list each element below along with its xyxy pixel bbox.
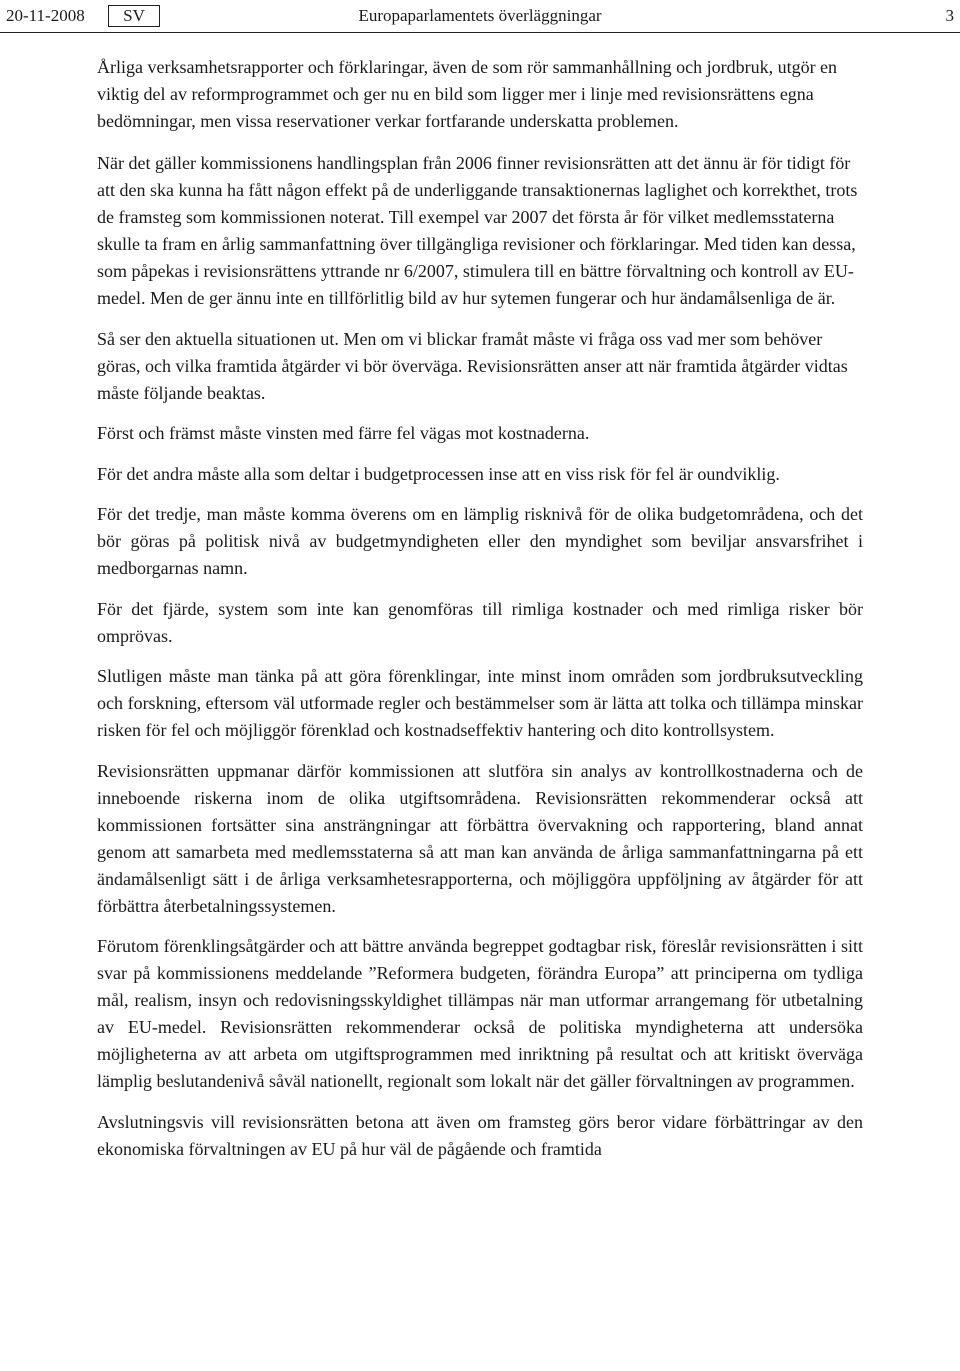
paragraph: Så ser den aktuella situationen ut. Men om vi blickar framåt måste vi fråga oss vad mer som behöver göras, och vilka framtida åtgärder vi bör överväga. Revisionsrätten anser att när framtida åtgärder vidtas måste följande beaktas. (97, 328, 848, 403)
paragraph: För det andra måste alla som deltar i budgetprocessen inse att en viss risk för fel är oundviklig. (97, 463, 780, 484)
paragraph: Årliga verksamhetsrapporter och förklaringar, även de som rör sammanhållning och jordbruk, utgör en viktig del av reformprogrammet och ger nu en bild som ligger mer i linje med revisionsrättens egna bedömningar, men vissa reservationer verkar fortfarande underskatta problemen. (97, 57, 838, 131)
paragraph: Avslutningsvis vill revisionsrätten betona att även om framsteg görs beror vidare förbättringar av den ekonomiska förvaltningen av EU på hur väl de pågående och framtida (97, 1111, 863, 1159)
language-code-box: SV (108, 5, 160, 27)
header-date: 20-11-2008 (6, 6, 85, 25)
page-header (0, 0, 960, 33)
document-body (97, 54, 863, 1176)
paragraph: För det fjärde, system som inte kan genomföras till rimliga kostnader och med rimliga risker bör omprövas. (97, 598, 863, 646)
paragraph: Slutligen måste man tänka på att göra förenklingar, inte minst inom områden som jordbruksutveckling och forskning, eftersom väl utformade regler och bestämmelser som är lätta att tolka och tillämpa minskar risken för fel och möjliggör förenklad och kostnadseffektiv hantering och dito kontrollsystem. (97, 666, 863, 740)
paragraph: För det tredje, man måste komma överens om en lämplig risknivå för de olika budgetområdena, och det bör göras på politisk nivå av budgetmyndigheten eller den myndighet som beviljar ansvarsfrihet i medborgarnas namn. (97, 504, 863, 578)
paragraph: Först och främst måste vinsten med färre fel vägas mot kostnaderna. (97, 423, 590, 443)
header-title: Europaparlamentets överläggningar (358, 6, 602, 25)
paragraph: Revisionsrätten uppmanar därför kommissionen att slutföra sin analys av kontrollkostnaderna och de inneboende riskerna inom de olika utgiftsområdena. Revisionsrätten rekommenderar också att kommissionen fortsätter sina ansträngningar att förbättra övervakning och rapportering, bland annat genom att samarbeta med medlemsstaterna så att man kan använda de årliga sammanfattningarna på ett ändamålsenligt sätt i de årliga verksamhetesrapporterna, och möjliggöra uppföljning av åtgärder för att förbättra återbetalningssystemen. (97, 760, 863, 916)
page-number: 3 (945, 6, 954, 25)
paragraph: Förutom förenklingsåtgärder och att bättre använda begreppet godtagbar risk, föreslår revisionsrätten i sitt svar på kommissionens meddelande ”Reformera budgeten, förändra Europa” att principerna om tydliga mål, realism, insyn och redovisningsskyldighet tillämpas när man utformar arrangemang för utbetalning av EU-medel. Revisionsrätten rekommenderar också de politiska myndigheterna att undersöka möjligheterna av att arbeta om utgiftsprogrammen med inriktning på resultat och att kritiskt överväga lämplig beslutandenivå såväl nationellt, regionalt som lokalt när det gäller förvaltningen av programmen. (97, 936, 863, 1091)
paragraph: När det gäller kommissionens handlingsplan från 2006 finner revisionsrätten att det ännu är för tidigt för att den ska kunna ha fått någon effekt på de underliggande transaktionernas laglighet och korrekthet, trots de framsteg som kommissionen noterat. Till exempel var 2007 det första år för vilket medlemsstaterna skulle ta fram en årlig sammanfattning över tillgängliga revisioner och förklaringar. Med tiden kan dessa, som påpekas i revisionsrättens yttrande nr 6/2007, stimulera till en bättre förvaltning och kontroll av EU-medel. Men de ger ännu inte en tillförlitlig bild av hur sytemen fungerar och hur ändamålsenliga de är. (97, 153, 858, 308)
